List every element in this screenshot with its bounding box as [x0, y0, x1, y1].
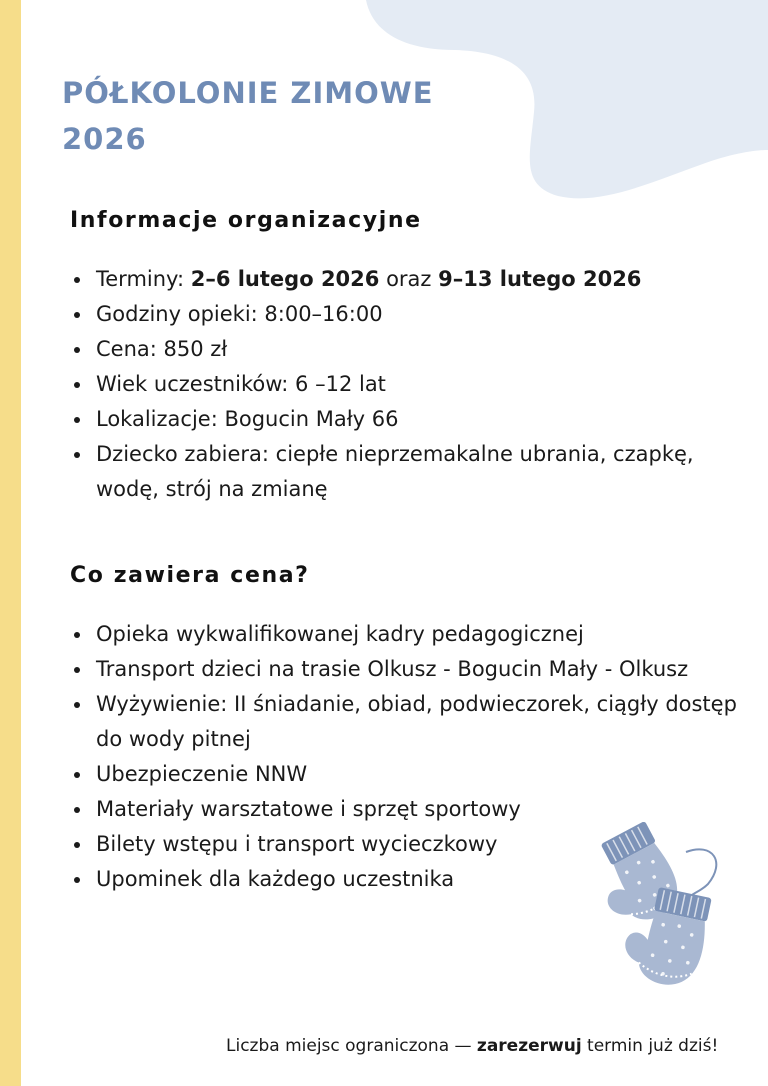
info-list [72, 262, 742, 507]
list-item: Materiały warsztatowe i sprzęt sportowy [72, 792, 742, 827]
list-item-hours: Godziny opieki: 8:00–16:00 [72, 297, 742, 332]
list-item-price: Cena: 850 zł [72, 332, 742, 367]
list-item: Transport dzieci na trasie Olkusz - Bogucin Mały - Olkusz [72, 652, 742, 687]
terms-joiner: oraz [379, 267, 439, 291]
terms-label: Terminy: [96, 267, 191, 291]
footer-text-after: termin już dziś! [581, 1036, 719, 1056]
terms-dates-2: 9–13 lutego 2026 [438, 267, 642, 291]
list-item: Bilety wstępu i transport wycieczkowy [72, 827, 742, 862]
list-item-bring: Dziecko zabiera: ciepłe nieprzemakalne ubrania, czapkę, wodę, strój na zmianę [72, 437, 742, 507]
list-item-age: Wiek uczestników: 6 –12 lat [72, 367, 742, 402]
list-item-location: Lokalizacje: Bogucin Mały 66 [72, 402, 742, 437]
terms-dates-1: 2–6 lutego 2026 [190, 267, 380, 291]
list-item: Upominek dla każdego uczestnika [72, 862, 742, 897]
list-item: Wyżywienie: II śniadanie, obiad, podwieczorek, ciągły dostęp do wody pitnej [72, 687, 742, 757]
mittens-icon [588, 822, 728, 992]
section-heading-info: Informacje organizacyjne [70, 208, 422, 233]
list-item: Ubezpieczenie NNW [72, 757, 742, 792]
list-item: Opieka wykwalifikowanej kadry pedagogicznej [72, 617, 742, 652]
footer-text-before: Liczba miejsc ograniczona — [226, 1036, 477, 1056]
footer-note [226, 1036, 718, 1056]
section-heading-price-includes: Co zawiera cena? [70, 563, 310, 588]
list-item-terms [72, 262, 742, 297]
footer-reserve-emphasis: zarezerwuj [476, 1036, 582, 1056]
page-title: PÓŁKOLONIE ZIMOWE 2026 [62, 76, 434, 156]
